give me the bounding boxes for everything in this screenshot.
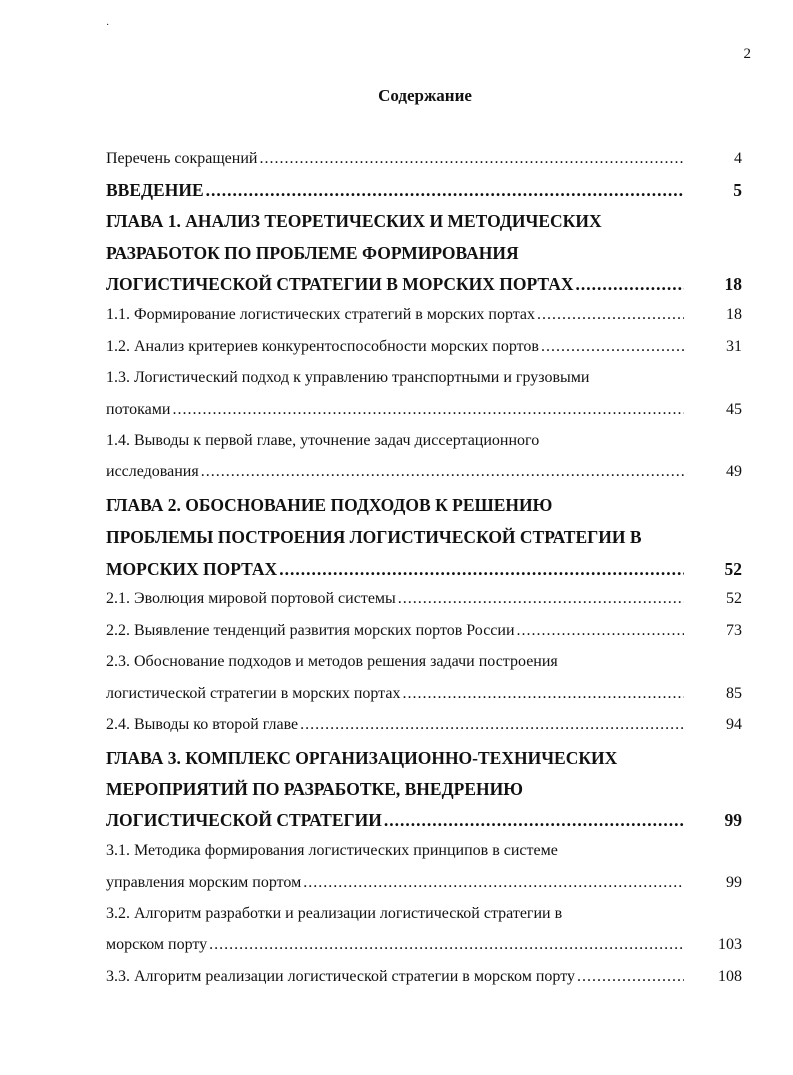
toc-entry-title: ЛОГИСТИЧЕСКОЙ СТРАТЕГИИ В МОРСКИХ ПОРТАХ — [106, 274, 574, 294]
toc-entry-title: 2.4. Выводы ко второй главе — [106, 716, 299, 733]
toc-leader-dots — [300, 716, 684, 734]
toc-leader-dots — [303, 874, 684, 892]
toc-leader-dots — [279, 559, 684, 580]
page-title: Содержание — [378, 86, 472, 105]
toc-entry — [106, 432, 742, 454]
toc-entry — [106, 559, 742, 581]
toc-entry-title: 2.1. Эволюция мировой портовой системы — [106, 590, 396, 607]
toc-entry-title: 3.2. Алгоритм разработки и реализации логистической стратегии в — [106, 905, 563, 922]
toc-leader-dots — [576, 274, 684, 295]
toc-entry-title: ВВЕДЕНИЕ — [106, 180, 204, 200]
toc-entry — [106, 748, 742, 770]
toc-leader-dots — [517, 622, 684, 640]
toc-entry — [106, 653, 742, 675]
toc-entry-title: РАЗРАБОТОК ПО ПРОБЛЕМЕ ФОРМИРОВАНИЯ — [106, 243, 519, 263]
toc-entry — [106, 401, 742, 423]
toc-leader-dots — [537, 306, 684, 324]
toc-entry-page: 73 — [726, 622, 742, 639]
toc-leader-dots — [206, 180, 684, 201]
toc-entry — [106, 590, 742, 612]
toc-leader-dots — [384, 810, 684, 831]
toc-entry-page: 4 — [734, 150, 742, 167]
toc-entry — [106, 211, 742, 233]
toc-leader-dots — [201, 463, 684, 481]
toc-entry-title: Перечень сокращений — [106, 150, 258, 167]
toc-leader-dots — [172, 401, 684, 419]
toc-entry — [106, 874, 742, 896]
toc-entry — [106, 306, 742, 328]
toc-entry-title: ЛОГИСТИЧЕСКОЙ СТРАТЕГИИ — [106, 810, 382, 830]
toc-leader-dots — [259, 150, 684, 168]
toc-entry-title: 2.3. Обоснование подходов и методов решения задачи построения — [106, 653, 558, 670]
toc-entry-title: управления морским портом — [106, 874, 302, 891]
toc-leader-dots — [209, 936, 684, 954]
toc-entry-title: 1.4. Выводы к первой главе, уточнение задач диссертационного — [106, 432, 540, 449]
toc-entry-page: 85 — [726, 685, 742, 702]
toc-entry-page: 18 — [724, 274, 742, 294]
toc-entry — [106, 180, 742, 202]
toc-entry-title: потоками — [106, 401, 171, 418]
toc-entry — [106, 527, 742, 549]
toc-entry-page: 5 — [733, 180, 742, 200]
toc-entry-page: 52 — [724, 559, 742, 579]
toc-entry — [106, 779, 742, 801]
toc-entry — [106, 274, 742, 296]
toc-entry-page: 99 — [726, 874, 742, 891]
toc-entry — [106, 243, 742, 265]
toc-leader-dots — [398, 590, 684, 608]
toc-leader-dots — [402, 685, 684, 703]
toc-entry — [106, 622, 742, 644]
toc-entry — [106, 338, 742, 360]
toc-leader-dots — [577, 968, 684, 986]
toc-entry-page: 45 — [726, 401, 742, 418]
toc-entry-title: морском порту — [106, 936, 208, 953]
toc-entry-title: ПРОБЛЕМЫ ПОСТРОЕНИЯ ЛОГИСТИЧЕСКОЙ СТРАТЕГИИ В — [106, 527, 642, 547]
toc-leader-dots — [541, 338, 684, 356]
toc-entry — [106, 842, 742, 864]
toc-entry-page: 52 — [726, 590, 742, 607]
toc-entry-title: 1.2. Анализ критериев конкурентоспособности морских портов — [106, 338, 539, 355]
toc-entry — [106, 150, 742, 172]
toc-entry-title: ГЛАВА 3. КОМПЛЕКС ОРГАНИЗАЦИОННО-ТЕХНИЧЕСКИХ — [106, 748, 618, 768]
toc-entry — [106, 685, 742, 707]
toc-entry-title: МОРСКИХ ПОРТАХ — [106, 559, 278, 579]
toc-entry — [106, 716, 742, 738]
toc-entry — [106, 810, 742, 832]
toc-entry-page: 49 — [726, 463, 742, 480]
toc-entry-title: логистической стратегии в морских портах — [106, 685, 401, 702]
toc-entry-title: ГЛАВА 2. ОБОСНОВАНИЕ ПОДХОДОВ К РЕШЕНИЮ — [106, 495, 553, 515]
toc-entry-title: 1.3. Логистический подход к управлению транспортными и грузовыми — [106, 369, 590, 386]
toc-entry-page: 31 — [726, 338, 742, 355]
toc-entry-page: 18 — [726, 306, 742, 323]
page-number: 2 — [743, 46, 751, 62]
stray-mark: · — [106, 20, 110, 31]
toc-entry — [106, 905, 742, 927]
toc-entry — [106, 369, 742, 391]
toc-entry-title: 3.3. Алгоритм реализации логистической стратегии в морском порту — [106, 968, 575, 985]
toc-entry-title: ГЛАВА 1. АНАЛИЗ ТЕОРЕТИЧЕСКИХ И МЕТОДИЧЕСКИХ — [106, 211, 602, 231]
toc-entry-page: 108 — [718, 968, 742, 985]
toc-entry-page: 94 — [726, 716, 742, 733]
toc-entry — [106, 968, 742, 990]
toc-entry-page: 99 — [724, 810, 742, 830]
toc-entry-title: 2.2. Выявление тенденций развития морских портов России — [106, 622, 515, 639]
toc-entry-page: 103 — [718, 936, 742, 953]
toc-entry — [106, 936, 742, 958]
toc-entry-title: МЕРОПРИЯТИЙ ПО РАЗРАБОТКЕ, ВНЕДРЕНИЮ — [106, 779, 523, 799]
toc-entry-title: 3.1. Методика формирования логистических принципов в системе — [106, 842, 558, 859]
toc-entry-title: 1.1. Формирование логистических стратегий в морских портах — [106, 306, 536, 323]
toc-entry — [106, 463, 742, 485]
toc-entry — [106, 495, 742, 517]
toc-entry-title: исследования — [106, 463, 199, 480]
